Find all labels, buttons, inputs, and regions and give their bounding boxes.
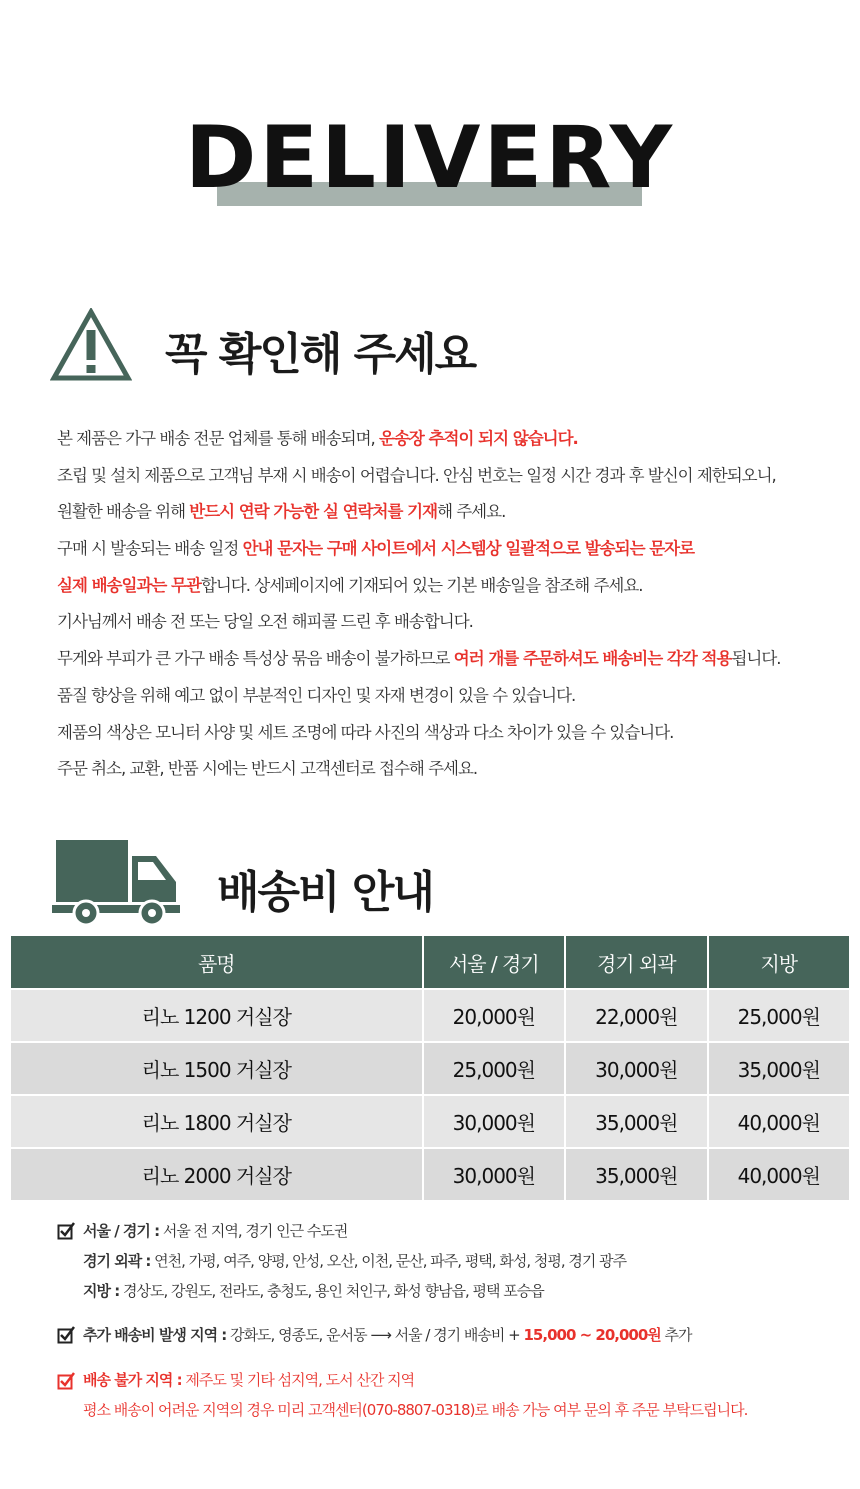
delivery-title-block bbox=[0, 110, 860, 210]
notice-text: 제품의 색상은 모니터 사양 및 세트 조명에 따라 사진의 색상과 다소 차이가 있을 수 있습니다. bbox=[57, 722, 674, 742]
checkbox-icon bbox=[57, 1326, 75, 1344]
note-no-shipping-line2: 평소 배송이 어려운 지역의 경우 미리 고객센터(070-8807-0318)로 배송 가능 여부 문의 후 주문 부탁드립니다. bbox=[83, 1401, 748, 1419]
price-cell: 35,000원 bbox=[565, 1095, 707, 1148]
notice-text: 구매 시 발송되는 배송 일정 bbox=[57, 539, 243, 559]
note-area-gyeonggi-text: 연천, 가평, 여주, 양평, 안성, 오산, 이천, 문산, 파주, 평택, 화성, 청평, 경기 광주 bbox=[150, 1252, 627, 1270]
notice-line bbox=[57, 534, 847, 571]
notice-text: 품질 향상을 위해 예고 없이 부분적인 디자인 및 자재 변경이 있을 수 있습니다. bbox=[57, 685, 576, 705]
notice-text: 해 주세요. bbox=[437, 502, 506, 522]
note-area-seoul-label: 서울 / 경기 : bbox=[83, 1222, 160, 1240]
product-name-cell: 리노 1500 거실장 bbox=[11, 1042, 423, 1095]
note-no-shipping bbox=[83, 1369, 414, 1390]
header-seoul: 서울 / 경기 bbox=[423, 936, 565, 989]
notice-text: 주문 취소, 교환, 반품 시에는 반드시 고객센터로 접수해 주세요. bbox=[57, 759, 478, 779]
truck-icon bbox=[52, 838, 180, 926]
note-no-shipping-text: 제주도 및 기타 섬지역, 도서 산간 지역 bbox=[181, 1371, 415, 1389]
price-cell: 25,000원 bbox=[423, 1042, 565, 1095]
notice-line bbox=[57, 607, 847, 644]
notice-line bbox=[57, 424, 847, 461]
notice-highlight: 안내 문자는 구매 사이트에서 시스템상 일괄적으로 발송되는 문자로 bbox=[242, 539, 695, 559]
notice-text: 원활한 배송을 위해 bbox=[57, 502, 190, 522]
warning-icon bbox=[50, 308, 132, 382]
product-name-cell: 리노 2000 거실장 bbox=[11, 1148, 423, 1200]
note-area-seoul-text: 서울 전 지역, 경기 인근 수도권 bbox=[159, 1222, 348, 1240]
notice-text: 기사님께서 배송 전 또는 당일 오전 해피콜 드린 후 배송합니다. bbox=[57, 612, 473, 632]
notice-text: 본 제품은 가구 배송 전문 업체를 통해 배송되며, bbox=[57, 429, 380, 448]
notice-text: 합니다. 상세페이지에 기재되어 있는 기본 배송일을 참조해 주세요. bbox=[200, 575, 643, 595]
notice-text: 무게와 부피가 큰 가구 배송 특성상 묶음 배송이 불가하므로 bbox=[57, 649, 454, 669]
notice-text: 됩니다. bbox=[731, 649, 781, 669]
notice-line bbox=[57, 718, 847, 755]
note-area-gyeonggi-label: 경기 외곽 : bbox=[83, 1252, 151, 1270]
note-extra-fee-price: 15,000 ~ 20,000원 bbox=[523, 1326, 661, 1344]
price-cell: 40,000원 bbox=[708, 1095, 849, 1148]
checkbox-icon bbox=[57, 1222, 75, 1240]
notice-line bbox=[57, 754, 847, 791]
page-title: DELIVERY bbox=[184, 108, 676, 208]
note-extra-fee bbox=[83, 1324, 692, 1345]
note-extra-fee-suffix: 추가 bbox=[660, 1326, 692, 1344]
notice-line bbox=[57, 461, 847, 498]
note-extra-fee-label: 추가 배송비 발생 지역 : bbox=[83, 1326, 227, 1344]
table-row bbox=[11, 1148, 849, 1200]
price-cell: 30,000원 bbox=[423, 1095, 565, 1148]
notice-line bbox=[57, 644, 847, 681]
header-province: 지방 bbox=[708, 936, 849, 989]
notice-line bbox=[57, 571, 847, 608]
table-row bbox=[11, 1042, 849, 1095]
notice-text: 조립 및 설치 제품으로 고객님 부재 시 배송이 어렵습니다. 안심 번호는 일정 시간 경과 후 발신이 제한되오니, bbox=[57, 465, 776, 485]
note-extra-fee-text: 강화도, 영종도, 운서동 ⟶ 서울 / 경기 배송비 + bbox=[226, 1326, 524, 1344]
price-cell: 35,000원 bbox=[565, 1148, 707, 1200]
price-cell: 30,000원 bbox=[423, 1148, 565, 1200]
notice-line bbox=[57, 681, 847, 718]
shipping-fee-table bbox=[11, 936, 849, 1200]
notice-title: 꼭 확인해 주세요 bbox=[165, 329, 476, 380]
notice-highlight: 실제 배송일과는 무관 bbox=[57, 575, 201, 595]
price-cell: 20,000원 bbox=[423, 989, 565, 1042]
table-header-row bbox=[11, 936, 849, 989]
note-area-province-label: 지방 : bbox=[83, 1282, 120, 1300]
product-name-cell: 리노 1800 거실장 bbox=[11, 1095, 423, 1148]
notice-list bbox=[57, 424, 847, 791]
notice-highlight: 여러 개를 주문하셔도 배송비는 각각 적용 bbox=[453, 649, 732, 669]
header-product: 품명 bbox=[11, 936, 423, 989]
price-cell: 35,000원 bbox=[708, 1042, 849, 1095]
table-row bbox=[11, 989, 849, 1042]
checkbox-icon bbox=[57, 1372, 75, 1390]
notice-highlight: 운송장 추적이 되지 않습니다. bbox=[379, 429, 578, 448]
table-row bbox=[11, 1095, 849, 1148]
note-no-shipping-label: 배송 불가 지역 : bbox=[83, 1371, 182, 1389]
header-gyeonggi-outer: 경기 외곽 bbox=[565, 936, 707, 989]
product-name-cell: 리노 1200 거실장 bbox=[11, 989, 423, 1042]
note-area-seoul bbox=[83, 1220, 347, 1241]
price-cell: 40,000원 bbox=[708, 1148, 849, 1200]
note-area-province bbox=[83, 1280, 544, 1301]
note-area-province-text: 경상도, 강원도, 전라도, 충청도, 용인 처인구, 화성 향남읍, 평택 포승읍 bbox=[119, 1282, 544, 1300]
fee-title: 배송비 안내 bbox=[217, 867, 433, 918]
notice-line bbox=[57, 497, 847, 534]
price-cell: 22,000원 bbox=[565, 989, 707, 1042]
price-cell: 25,000원 bbox=[708, 989, 849, 1042]
note-area-gyeonggi bbox=[83, 1250, 626, 1271]
price-cell: 30,000원 bbox=[565, 1042, 707, 1095]
notice-highlight: 반드시 연락 가능한 실 연락처를 기재 bbox=[189, 502, 438, 522]
